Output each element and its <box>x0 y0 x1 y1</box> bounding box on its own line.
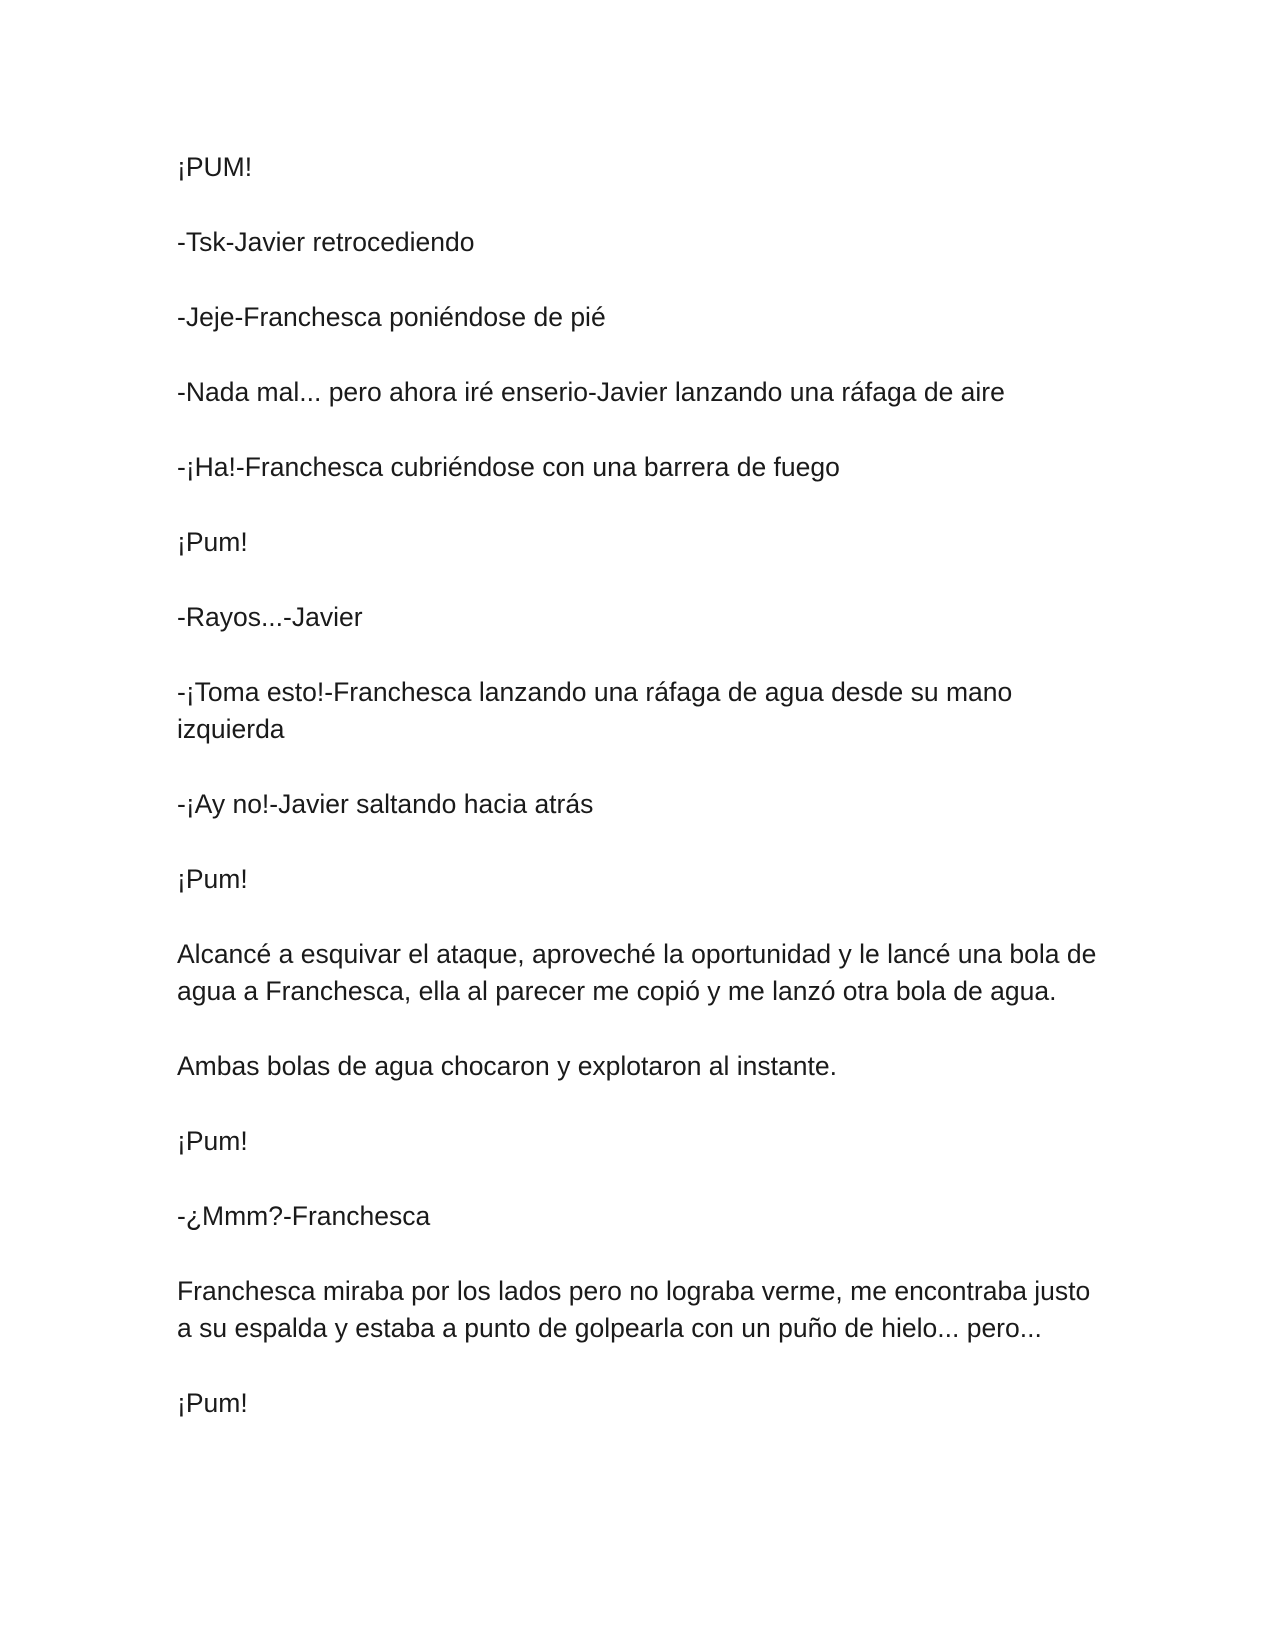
paragraph: -Nada mal... pero ahora iré enserio-Javier lanzando una ráfaga de aire <box>177 377 1005 407</box>
paragraph: Franchesca miraba por los lados pero no lograba verme, me encontraba justo a su espalda y estaba a punto de golpearla con un puño de hielo... pero... <box>177 1276 1091 1343</box>
paragraph: -Tsk-Javier retrocediendo <box>177 227 475 257</box>
paragraph: ¡Pum! <box>177 527 248 557</box>
paragraph: ¡Pum! <box>177 1126 248 1156</box>
paragraph: -¡Ay no!-Javier saltando hacia atrás <box>177 789 594 819</box>
paragraph: ¡PUM! <box>177 152 253 182</box>
paragraph: -¡Ha!-Franchesca cubriéndose con una barrera de fuego <box>177 452 840 482</box>
document-body <box>177 149 1107 1460</box>
paragraph: ¡Pum! <box>177 1388 248 1418</box>
paragraph: Alcancé a esquivar el ataque, aproveché la oportunidad y le lancé una bola de agua a Franchesca, ella al parecer me copió y me lanzó otra bola de agua. <box>177 939 1097 1006</box>
paragraph: -Rayos...-Javier <box>177 602 363 632</box>
paragraph: Ambas bolas de agua chocaron y explotaron al instante. <box>177 1051 837 1081</box>
paragraph: -¡Toma esto!-Franchesca lanzando una ráfaga de agua desde su mano izquierda <box>177 677 1013 744</box>
paragraph: ¡Pum! <box>177 864 248 894</box>
paragraph: -¿Mmm?-Franchesca <box>177 1201 431 1231</box>
paragraph: -Jeje-Franchesca poniéndose de pié <box>177 302 606 332</box>
